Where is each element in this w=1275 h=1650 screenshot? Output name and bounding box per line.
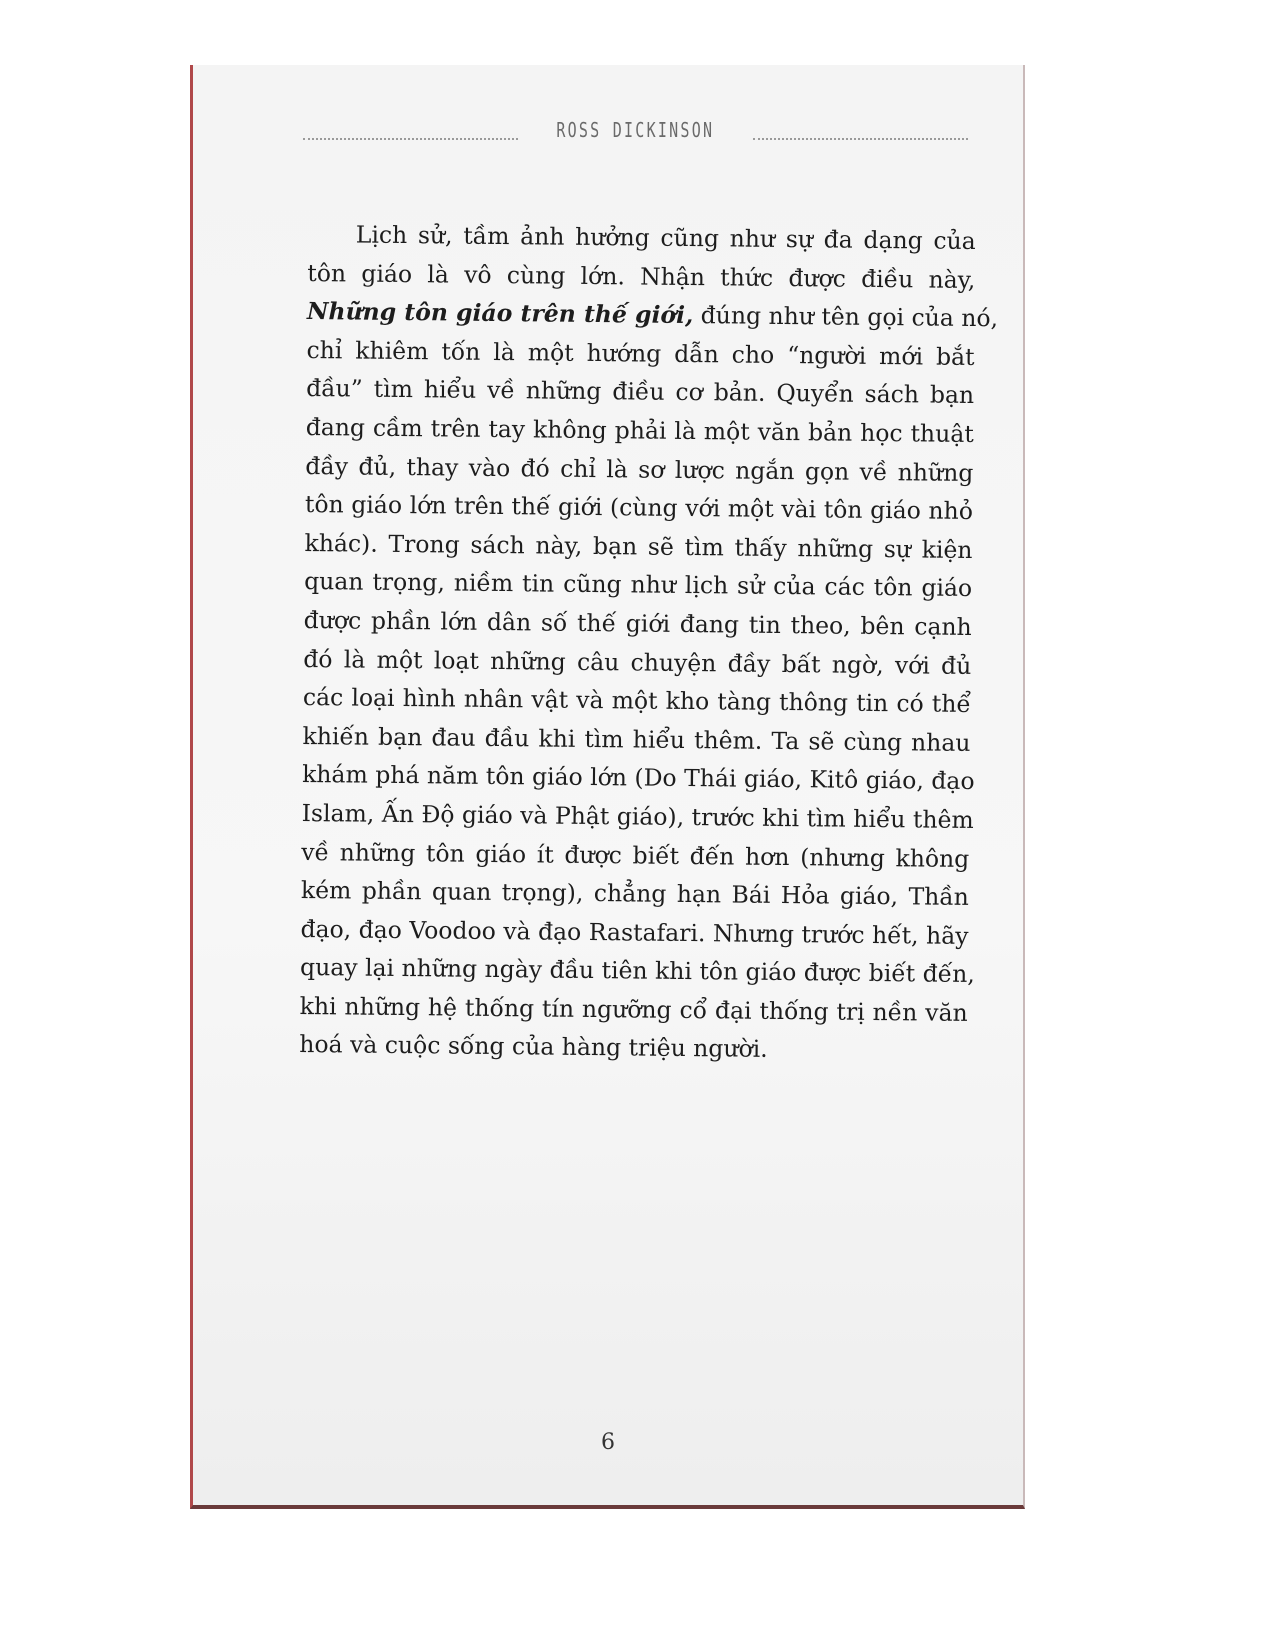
running-header: [303, 110, 968, 150]
text-line: về những tôn giáo ít được biết đến hơn (nhưng không: [301, 837, 970, 873]
text-line: khiến bạn đau đầu khi tìm hiểu thêm. Ta sẽ cùng nhau: [302, 721, 971, 757]
page-number: 6: [601, 1430, 615, 1455]
text-line: khám phá năm tôn giáo lớn (Do Thái giáo, Kitô giáo, đạo: [301, 760, 975, 796]
text-line: hoá và cuộc sống của hàng triệu người.: [299, 1030, 768, 1064]
text-line: quay lại những ngày đầu tiên khi tôn giáo được biết đến,: [299, 953, 975, 989]
text-line: tôn giáo là vô cùng lớn. Nhận thức được điều này,: [307, 258, 976, 294]
text-line: kém phần quan trọng), chẳng hạn Bái Hỏa giáo, Thần: [300, 876, 970, 912]
text-line: chỉ khiêm tốn là một hướng dẫn cho “người mới bắt: [306, 335, 975, 371]
text-line: đầu” tìm hiểu về những điều cơ bản. Quyển sách bạn: [306, 374, 975, 410]
text-line: Islam, Ấn Độ giáo và Phật giáo), trước khi tìm hiểu thêm: [301, 798, 974, 834]
body-paragraph: [299, 215, 999, 1071]
text-line: đầy đủ, thay vào đó chỉ là sơ lược ngắn gọn về những: [305, 451, 974, 487]
book-page: [190, 65, 1025, 1509]
book-title: Những tôn giáo trên thế giới,: [306, 297, 694, 330]
text-line: các loại hình nhân vật và một kho tàng thông tin có thể: [302, 683, 972, 719]
text-line: đang cầm trên tay không phải là một văn bản học thuật: [305, 412, 974, 448]
dotted-rule-left: [303, 138, 518, 140]
text-span: đúng như tên gọi của nó,: [700, 301, 999, 333]
text-line: khi những hệ thống tín ngưỡng cổ đại thống trị nền văn: [299, 991, 968, 1027]
text-line: đó là một loạt những câu chuyện đầy bất ngờ, với đủ: [303, 644, 972, 680]
text-line: khác). Trong sách này, bạn sẽ tìm thấy những sự kiện: [304, 528, 973, 564]
running-title: ROSS DICKINSON: [556, 118, 715, 142]
text-line: đạo, đạo Voodoo và đạo Rastafari. Nhưng trước hết, hãy: [300, 914, 969, 950]
dotted-rule-right: [753, 138, 968, 140]
text-line: tôn giáo lớn trên thế giới (cùng với một vài tôn giáo nhỏ: [304, 490, 974, 526]
text-line: Lịch sử, tầm ảnh hưởng cũng như sự đa dạng của: [355, 220, 976, 255]
text-line: [306, 292, 999, 338]
text-line: được phần lớn dân số thế giới đang tin theo, bên cạnh: [303, 605, 972, 641]
text-line: quan trọng, niềm tin cũng như lịch sử của các tôn giáo: [304, 567, 973, 603]
